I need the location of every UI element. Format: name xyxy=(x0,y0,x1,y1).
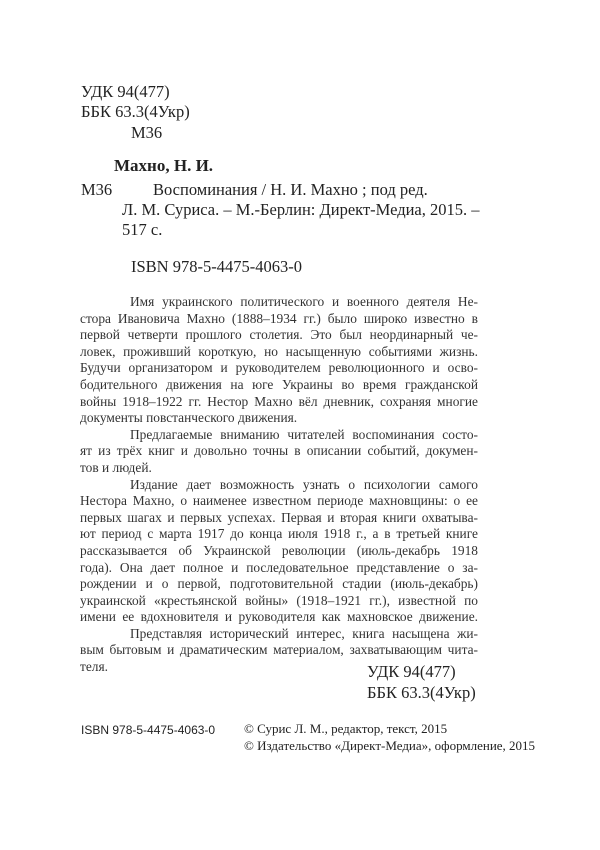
annotation-line: бодительного движения на юге Украины во время гражданской xyxy=(80,376,478,392)
annotation-line: ловек, проживший короткую, но насыщенную событиями жизнь. xyxy=(80,343,478,359)
bibliographic-line: Воспоминания / Н. И. Махно ; под ред. xyxy=(153,180,428,199)
isbn-entry: ISBN 978-5-4475-4063-0 xyxy=(131,257,302,276)
annotation-line: тов и людей. xyxy=(80,459,152,475)
annotation-line: Будучи организатором и руководителем революционного и осво- xyxy=(80,360,478,376)
annotation-line: Нестора Махно, о наименее известном периоде махновщины: о ее xyxy=(80,493,478,509)
copyright-line: © Издательство «Директ-Медиа», оформление, 2015 xyxy=(244,738,536,753)
author-mark: М36 xyxy=(131,123,163,142)
annotation-line: имени ее вдохновителя и руководителя как махновское движение. xyxy=(80,609,478,625)
author-mark-entry: М36 xyxy=(81,180,113,199)
annotation-line: ют период с марта 1917 до конца июля 1918 г., а в третьей книге xyxy=(80,526,478,542)
annotation-line: первых шагах и первых успехах. Первая и вторая книги охватыва- xyxy=(80,509,478,525)
annotation-line: Предлагаемые вниманию читателей воспоминания состо- xyxy=(130,426,478,442)
udk-code-bottom: УДК 94(477) xyxy=(367,662,456,681)
bbk-code-bottom: ББК 63.3(4Укр) xyxy=(367,683,476,702)
bibliographic-line: 517 с. xyxy=(122,220,163,239)
bbk-code: ББК 63.3(4Укр) xyxy=(81,102,190,121)
annotation-line: Издание дает возможность узнать о психологии самого xyxy=(130,476,478,492)
annotation-line: рассказывается об Украинской революции (июль-декабрь 1918 xyxy=(80,542,478,558)
annotation-line: стора Ивановича Махно (1888–1934 гг.) было широко известно в xyxy=(80,310,478,326)
isbn-footer: ISBN 978-5-4475-4063-0 xyxy=(81,723,216,737)
copyright-line: © Сурис Л. М., редактор, текст, 2015 xyxy=(244,721,448,736)
annotation-line: первой четверти прошлого столетия. Это был неординарный че- xyxy=(80,327,478,343)
bibliographic-line: Л. М. Суриса. – М.-Берлин: Директ-Медиа, 2015. – xyxy=(122,200,480,219)
annotation-line: войны 1918–1922 гг. Нестор Махно вёл дневник, сохраняя многие xyxy=(80,393,478,409)
annotation-line: Представляя исторический интерес, книга насыщена жи- xyxy=(130,625,478,641)
author-heading: Махно, Н. И. xyxy=(114,156,214,175)
annotation-line: рождении и о первой, подготовительной стадии (июль-декабрь) xyxy=(80,576,478,592)
annotation-line: вым бытовым и драматическим материалом, захватывающим чита- xyxy=(80,642,478,658)
annotation-line: теля. xyxy=(80,659,108,675)
annotation-line: украинской «крестьянской войны» (1918–1921 гг.), известной по xyxy=(80,592,478,608)
annotation-line: Имя украинского политического и военного деятеля Не- xyxy=(130,294,478,309)
udk-code: УДК 94(477) xyxy=(81,82,170,101)
annotation-line: документы повстанческого движения. xyxy=(80,410,298,426)
annotation-line: года). Она дает полное и последовательное представление о за- xyxy=(80,559,478,575)
annotation-line: ят из трёх книг и довольно точны в описании событий, докумен- xyxy=(80,443,478,459)
annotation xyxy=(80,294,478,676)
